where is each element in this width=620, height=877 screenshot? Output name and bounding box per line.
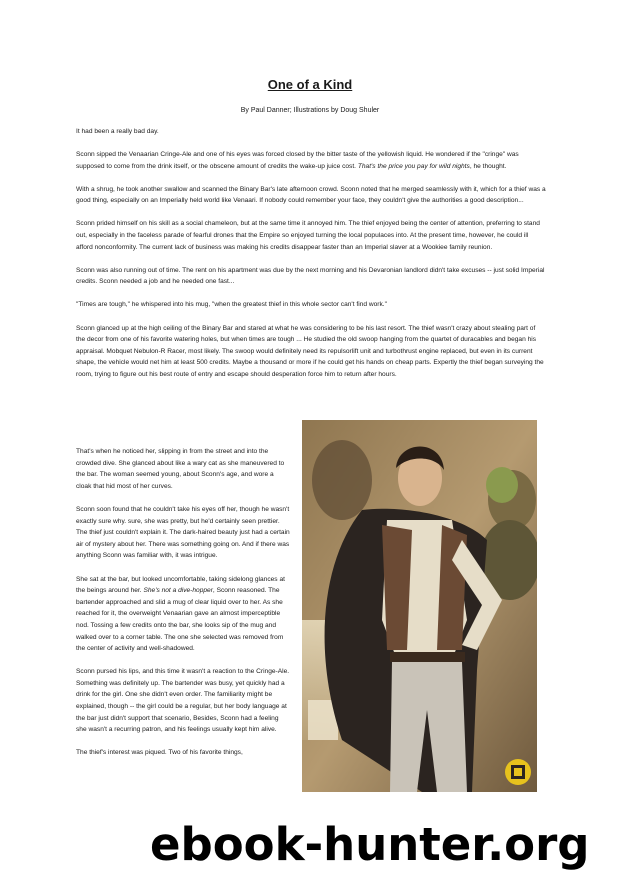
italic-text: She's not a dive-hopper — [143, 587, 213, 595]
left-paragraph — [76, 747, 290, 759]
watermark-url: ebook-hunter.org — [150, 818, 590, 871]
paragraph-text: Sconn was also running out of time. The rent on his apartment was due by the next morning and his Devaronian landlord didn't take excuses -- just solid Imperial credits. Sconn needed a job and he needed one fast... — [76, 266, 545, 286]
paragraph-text: Sconn glanced up at the high ceiling of the Binary Bar and stared at what he was considering to be his last resort. The thief wasn't crazy about stealing part of the decor from one of his favorite watering holes, but when times are tough ... He studied the old swoop hanging from the quartet of duracables and began his appraisal. Mobquet Nebulon-R Racer, most likely. The swoop would definitely need its repulsorlift unit and turbothrust engine replaced, but even in its current shape, the vehicle would net him at least 500 credits. Maybe a thousand or more if he could get his hands on cheap parts. Expertly the thief began surveying the room, trying to figure out his best route of entry and escape should desperation force him to return after hours. — [76, 324, 544, 378]
italic-text: That's the price you pay for wild nights — [357, 162, 470, 170]
full-paragraph — [76, 299, 546, 311]
paragraph-text: , Sconn reasoned. The bartender approached and slid a mug of clear liquid over to her. As she reached for it, the overweight Venaarian gave an almost imperceptible nod. Tossing a few credits onto the bar, she looks sip of the mug and walked over to a corner table. The one she selected was removed from the center of activity and well-shadowed. — [76, 587, 284, 653]
story-illustration — [302, 420, 537, 792]
paragraph-text: , he thought. — [469, 162, 507, 170]
full-paragraph — [76, 265, 546, 288]
paragraph-text: With a shrug, he took another swallow and scanned the Binary Bar's late afternoon crowd. Sconn noted that he merged seamlessly with it, which for a thief was a good thing, especially on an Imperially held world like Venaari. If nobody could remember your face, they couldn't give the authorities a good description... — [76, 185, 546, 205]
paragraph-text: It had been a really bad day. — [76, 128, 159, 135]
full-paragraph — [76, 323, 546, 381]
paragraph-text: Sconn soon found that he couldn't take his eyes off her, though he wasn't exactly sure why. sure, she was pretty, but he'd certainly seen prettier. The thief just couldn't explain it. The dark-haired beauty just had a certain air of mystery about her. There was something going on. And if there was anything Sconn was familiar with, it was intrigue. — [76, 505, 290, 560]
illustration-artwork — [302, 420, 537, 792]
page-title: One of a Kind — [267, 77, 353, 92]
full-paragraph — [76, 218, 546, 253]
left-paragraph — [76, 446, 290, 492]
paragraph-text: Sconn prided himself on his skill as a social chameleon, but at the same time it annoyed him. The thief enjoyed being the center of attention, preferring to stand out, especially in the faceless parade of fearful drones that the Empire so enjoyed turning the local populaces into. At the present time, however, he could ill afford nonconformity. The current lack of business was making his credits disappear faster than an Imperial slaver at a Wookiee family reunion. — [76, 220, 540, 251]
paragraph-text: "Times are tough," he whispered into his mug, "when the greatest thief in this whole sector can't find work." — [76, 301, 387, 309]
full-paragraph — [76, 184, 546, 207]
paragraph-text: She sat at the bar, but looked uncomfortable, taking sidelong glances at the beings around her. — [76, 575, 285, 595]
article-body-left-column — [76, 446, 290, 771]
paragraph-text: Sconn pursed his lips, and this time it wasn't a reaction to the Cringe-Ale. Something was definitely up. The bartender was busy, yet quickly had a drink for the girl. One she didn't even order. The familiarity might be explained, though -- the girl could be a regular, but her body language at the bar just didn't support that scenario, Besides, Sconn had a feeling she wasn't a recurring patron, and his feelings usually kept him alive. — [76, 668, 290, 734]
article-body-full-width — [76, 126, 546, 392]
left-paragraph — [76, 666, 290, 736]
paragraph-text: The thief's interest was piqued. Two of his favorite things, — [76, 749, 243, 757]
full-paragraph — [76, 126, 546, 138]
full-paragraph — [76, 149, 546, 172]
left-paragraph — [76, 504, 290, 562]
byline: By Paul Danner; Illustrations by Doug Shuler — [240, 107, 380, 114]
paragraph-text: Sconn sipped the Venaarian Cringe-Ale and one of his eyes was forced closed by the bitter taste of the yellowish liquid. He wondered if the "cringe" was supposed to come from the drink itself, or the obscene amount of credits the wake-up juice cost. — [76, 151, 519, 170]
left-paragraph — [76, 574, 290, 655]
paragraph-text: That's when he noticed her, slipping in from the street and into the crowded dive. She glanced about like a wary cat as she maneuvered to the bar. The woman seemed young, about Sconn's age, and wore a cloak that hid most of her curves. — [76, 448, 285, 490]
